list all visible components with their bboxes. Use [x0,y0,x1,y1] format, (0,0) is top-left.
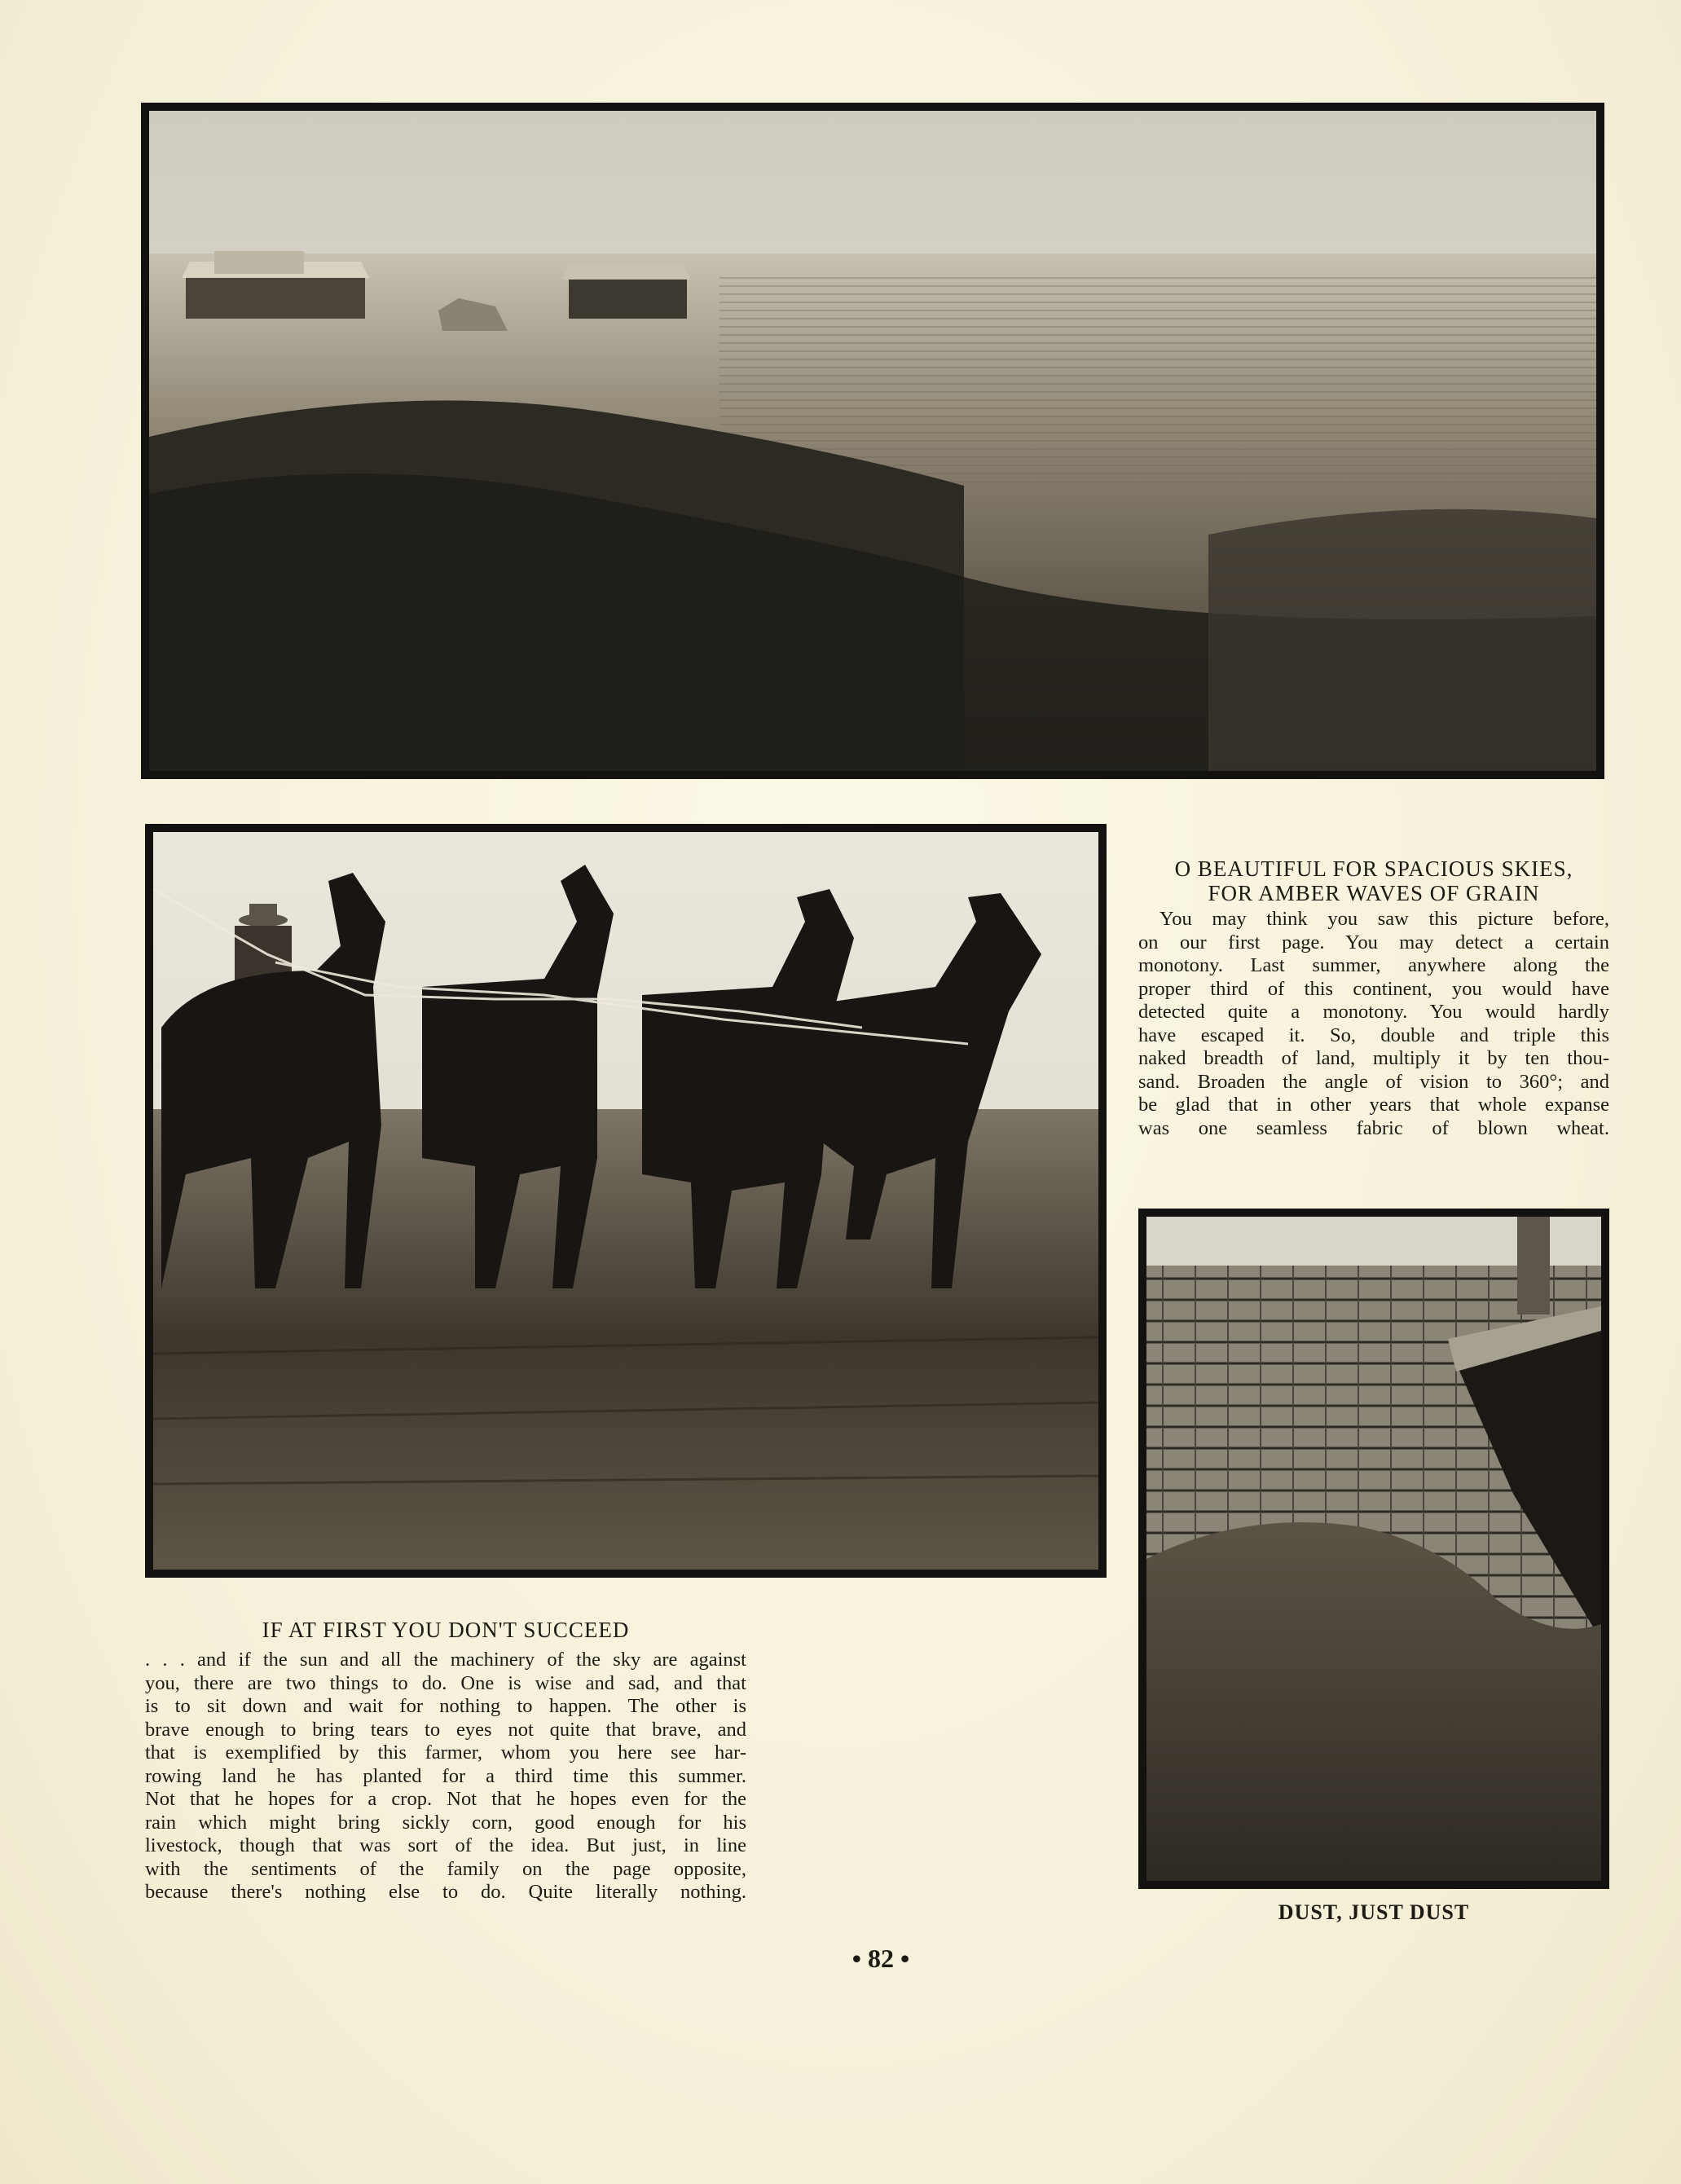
text-line: because there's nothing else to do. Quite literally nothing. [145,1881,746,1903]
heading-line: O BEAUTIFUL FOR SPACIOUS SKIES, [1174,856,1573,881]
text-line: you, there are two things to do. One is wise and sad, and that [145,1671,746,1694]
page-number: • 82 • [852,1944,910,1973]
text-line: monotony. Last summer, anywhere along the [1138,954,1609,976]
text-line: that is exemplified by this farmer, whom you here see har- [145,1741,746,1763]
text-line: brave enough to bring tears to eyes not quite that brave, and [145,1718,746,1741]
article-body-skies [1138,908,1609,1140]
text-line: rain which might bring sickly corn, good enough for his [145,1811,746,1834]
article-heading-skies [1138,856,1609,905]
text-line: proper third of this continent, you would have [1138,977,1609,1000]
text-line: . . . and if the sun and all the machinery of the sky are against [145,1649,746,1671]
text-line: be glad that in other years that whole expanse [1138,1094,1609,1116]
text-line: was one seamless fabric of blown wheat. [1138,1116,1609,1139]
article-heading-succeed: IF AT FIRST YOU DON'T SUCCEED [262,1618,630,1642]
text-line: rowing land he has planted for a third time this summer. [145,1764,746,1787]
horses-harrowing-image [153,832,1098,1570]
text-line: have escaped it. So, double and triple this [1138,1024,1609,1046]
heading-line: FOR AMBER WAVES OF GRAIN [1208,881,1540,905]
text-line: detected quite a monotony. You would hardly [1138,1001,1609,1023]
text-line: naked breadth of land, multiply it by ten thou- [1138,1047,1609,1069]
text-line: is to sit down and wait for nothing to happen. The other is [145,1695,746,1717]
text-line: You may think you saw this picture before, [1160,908,1609,930]
farm-landscape-photo [141,103,1604,779]
text-line: Not that he hopes for a crop. Not that he hopes even for the [145,1788,746,1810]
text-line: with the sentiments of the family on the page opposite, [145,1857,746,1880]
farm-landscape-image [149,111,1596,771]
dust-roof-photo [1138,1209,1609,1889]
dust-roof-image [1146,1217,1601,1881]
text-line: livestock, though that was sort of the idea. But just, in line [145,1834,746,1856]
photo-caption-dust: DUST, JUST DUST [1278,1900,1470,1924]
text-line: on our first page. You may detect a certain [1138,931,1609,953]
horses-harrowing-photo [145,824,1107,1578]
article-body-succeed [145,1649,746,1904]
text-line: sand. Broaden the angle of vision to 360°; and [1138,1070,1609,1093]
